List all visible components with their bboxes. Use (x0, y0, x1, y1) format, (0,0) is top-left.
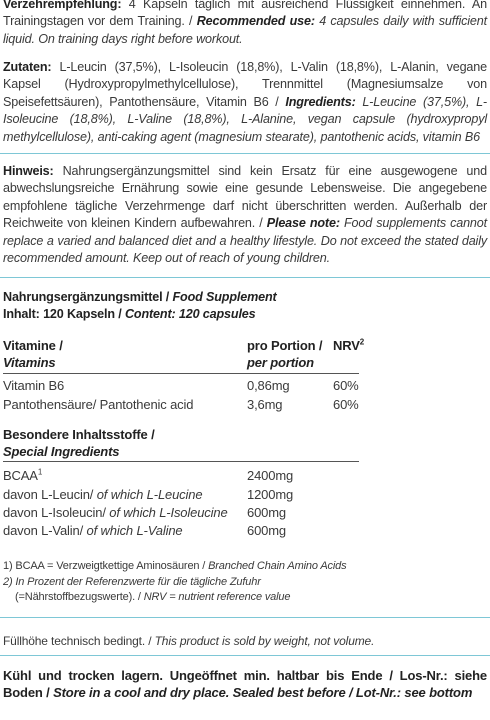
special-header-de: Besondere Inhaltsstoffe / (3, 427, 155, 442)
vitamins-header-en: Vitamins (3, 355, 56, 370)
table-row (3, 377, 487, 395)
footnote-2-de: (=Nährstoffbezugswerte). / (15, 591, 144, 603)
separator: / (268, 94, 286, 109)
fill-note-en: This product is sold by weight, not volume. (154, 634, 375, 648)
divider (0, 617, 490, 618)
special-amount: 2400mg (247, 468, 294, 483)
special-amount: 1200mg (247, 487, 294, 502)
notice-label-en: Please note: (266, 216, 340, 231)
table-rule (3, 373, 359, 374)
ingredients-section (3, 59, 487, 146)
footnote-2-en: NRV = nutrient reference value (143, 591, 291, 603)
special-name: davon L-Leucin/ (3, 487, 94, 502)
special-name: davon L-Isoleucin/ (3, 505, 106, 520)
footnote-1-de: 1) BCAA = Verzweigtkettige Aminosäuren / (3, 560, 209, 572)
divider (0, 277, 490, 278)
vitamin-name: Pantothensäure/ Pantothenic acid (3, 397, 194, 412)
notice-text-de: Nahrungsergänzungsmittel sind kein Ersatz für eine ausgewogene und abwechslungsreiche Ernährung sowie eine gesunde Lebensweise. Die angegebene empfohlene tägliche Verzehrmenge darf nicht überschritten werden. Außerhalb der Reichweite von kleinen Kindern aufbewahren. (3, 164, 487, 231)
usage-section (3, 0, 487, 48)
footnote-1-en: Branched Chain Amino Acids (208, 560, 347, 572)
portion-header-en: per portion (247, 355, 314, 370)
special-name: davon L-Valin/ (3, 523, 84, 538)
special-name-en: of which L-Leucine (93, 487, 203, 502)
separator: / (162, 290, 173, 304)
usage-label-de: Verzehrempfehlung: (3, 0, 122, 11)
ingredients-text-de: L-Leucin (37,5%), L-Isoleucin (18,8%), L-Valin (18,8%), L-Alanin, vegane Kapsel (Hydroxypropylmethylcellulose), Trennmittel (Magnesiumsalze von Speisefettsäuren), Pantothensäure, Vitamin B6 (3, 60, 487, 109)
special-name-en: of which L-Valine (83, 523, 183, 538)
usage-label-en: Recommended use: (196, 14, 315, 29)
fill-note (3, 633, 487, 650)
table-row (3, 396, 487, 414)
table-rule (3, 461, 359, 462)
table-row (3, 467, 487, 485)
vitamin-name: Vitamin B6 (3, 378, 65, 393)
nrv-header: NRV (333, 338, 360, 353)
table-row (3, 486, 487, 504)
nutrition-table (3, 337, 487, 542)
vitamin-amount: 3,6mg (247, 397, 283, 412)
table-row (3, 522, 487, 540)
usage-text-de: 4 Kapseln täglich mit ausreichend Flüssigkeit einnehmen. An Trainingstagen vor dem Training. (3, 0, 487, 29)
separator: / (184, 14, 197, 29)
vitamin-nrv: 60% (333, 397, 359, 412)
footnote-2-line1: 2) In Prozent der Referenzwerte für die tägliche Zufuhr (3, 575, 261, 588)
special-header-2 (3, 443, 487, 461)
divider (0, 655, 490, 656)
product-content-de: Inhalt: 120 Kapseln (3, 307, 115, 322)
vitamin-amount: 0,86mg (247, 378, 290, 393)
special-name-en: of which L-Isoleucine (105, 505, 228, 520)
special-amount: 600mg (247, 523, 286, 538)
footnote-ref: 1 (37, 467, 43, 477)
ingredients-label-de: Zutaten: (3, 60, 52, 74)
product-type-en: Food Supplement (172, 290, 277, 304)
table-header-2 (3, 354, 487, 372)
table-header (3, 337, 487, 355)
product-type-de: Nahrungsergänzungsmittel (3, 290, 163, 304)
special-amount: 600mg (247, 505, 286, 520)
usage-text-en: 4 capsules daily with sufficient liquid. On training days right before workout. (3, 14, 487, 46)
special-name: BCAA (3, 468, 38, 483)
product-info (3, 289, 487, 324)
ingredients-text-en: L-Leucine (37,5%), L-Isoleucine (18,8%), L-Valine (18,8%), L-Alanine, vegan capsule (hydroxypropyl methylcellulose), anti-caking agent (magnesium stearate), pantothenic acids, vitamin B6 (3, 94, 487, 144)
storage-en: Store in a cool and dry place. Sealed best before / Lot-Nr.: see bottom (53, 685, 473, 701)
notice-section (3, 163, 487, 267)
storage-de: Kühl und trocken lagern. Ungeöffnet min. haltbar bis Ende / Los-Nr.: siehe Boden / (3, 668, 487, 701)
vitamins-header-de: Vitamine / (3, 338, 63, 353)
ingredients-label-en: Ingredients: (285, 94, 356, 109)
special-header-en: Special Ingredients (3, 444, 120, 459)
notice-label-de: Hinweis: (3, 164, 54, 178)
separator: / (255, 216, 267, 231)
storage-section (3, 667, 487, 702)
portion-header-de: pro Portion / (247, 338, 323, 353)
footnotes (3, 559, 487, 606)
notice-text-en: Food supplements cannot replace a varied and balanced diet and a healthy lifestyle. Do not exceed the stated daily recommended amount. Keep out of reach of young children. (3, 216, 487, 266)
separator: / (114, 307, 125, 322)
nrv-sup: 2 (359, 337, 365, 347)
vitamin-nrv: 60% (333, 378, 359, 393)
product-content-en: Content: 120 capsules (124, 307, 256, 322)
divider (0, 153, 490, 154)
fill-note-de: Füllhöhe technisch bedingt. / (3, 634, 155, 648)
special-header (3, 426, 487, 444)
table-row (3, 504, 487, 522)
